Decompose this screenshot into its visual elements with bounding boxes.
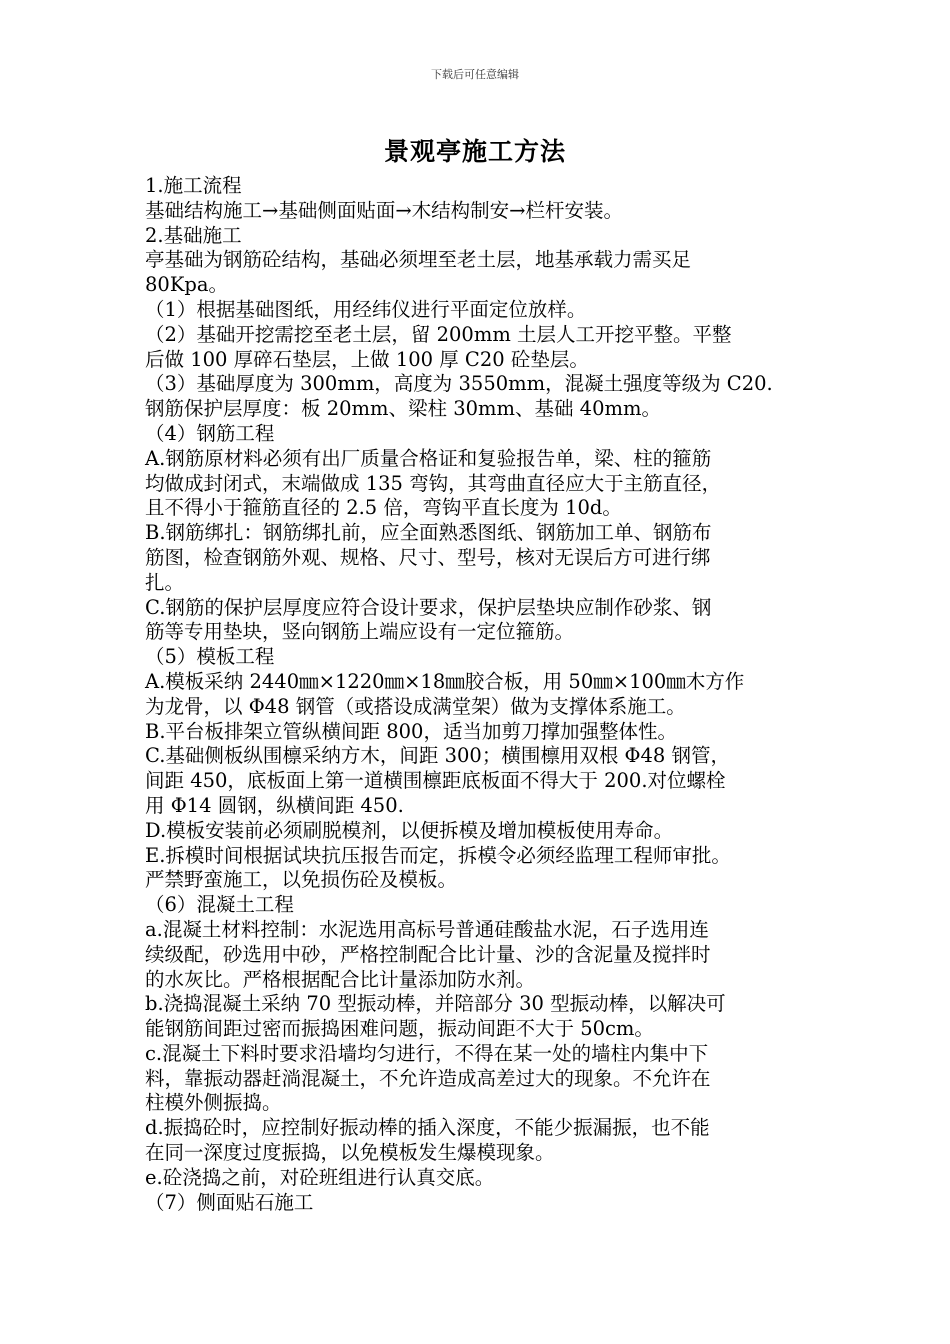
text-line: 均做成封闭式，末端做成 135 弯钩，其弯曲直径应大于主筋直径， [145,471,722,495]
text-line: 间距 450，底板面上第一道横围檩距底板面不得大于 200.对位螺栓 [145,769,726,793]
text-line: （5）模板工程 [145,645,275,669]
text-line: （7）侧面贴石施工 [145,1190,314,1214]
text-line: （4）钢筋工程 [145,421,275,445]
text-line: c.混凝土下料时要求沿墙均匀进行，不得在某一处的墙柱内集中下 [145,1041,709,1065]
text-line: 严禁野蛮施工，以免损伤砼及模板。 [145,868,458,892]
text-line: （2）基础开挖需挖至老土层，留 200mm 土层人工开挖平整。平整 [145,322,732,346]
text-line: （3）基础厚度为 300mm，高度为 3550mm，混凝土强度等级为 C20. [145,372,773,396]
text-line: 2.基础施工 [145,223,242,247]
text-line: 为龙骨，以 Φ48 钢管（或搭设成满堂架）做为支撑体系施工。 [145,694,686,718]
text-line: B.钢筋绑扎：钢筋绑扎前，应全面熟悉图纸、钢筋加工单、钢筋布 [145,521,712,545]
text-line: A.模板采纳 2440㎜×1220㎜×18㎜胶合板，用 50㎜×100㎜木方作 [145,669,745,693]
text-line: 料，靠振动器赶淌混凝土，不允许造成高差过大的现象。不允许在 [145,1066,711,1090]
text-line: 筋图，检查钢筋外观、规格、尺寸、型号，核对无误后方可进行绑 [145,545,711,569]
text-line: （6）混凝土工程 [145,893,294,917]
text-line: C.基础侧板纵围檩采纳方木，间距 300；横围檩用双根 Φ48 钢管， [145,744,731,768]
text-line: A.钢筋原材料必须有出厂质量合格证和复验报告单，梁、柱的箍筋 [145,446,712,470]
text-line: 扎。 [145,570,185,594]
text-line: 用 Φ14 圆钢，纵横间距 450. [145,793,404,817]
text-line: C.钢筋的保护层厚度应符合设计要求，保护层垫块应制作砂浆、钢 [145,595,712,619]
text-line: 后做 100 厚碎石垫层，上做 100 厚 C20 砼垫层。 [145,347,589,371]
text-line: 续级配，砂选用中砂，严格控制配合比计量、沙的含泥量及搅拌时 [145,942,711,966]
text-line: d.振捣砼时，应控制好振动棒的插入深度，不能少振漏振，也不能 [145,1116,710,1140]
text-line: 80Kpa。 [145,273,228,297]
text-line: 的水灰比。严格根据配合比计量添加防水剂。 [145,967,536,991]
text-line: b.浇捣混凝土采纳 70 型振动棒，并陪部分 30 型振动棒，以解决可 [145,992,726,1016]
text-line: D.模板安装前必须刷脱模剂，以便拆模及增加模板使用寿命。 [145,818,674,842]
document-body [145,174,821,1215]
document-title: 景观亭施工方法 [383,137,566,166]
text-line: 基础结构施工→基础侧面贴面→木结构制安→栏杆安装。 [145,198,624,222]
text-line: 筋等专用垫块，竖向钢筋上端应设有一定位箍筋。 [145,620,575,644]
text-line: a.混凝土材料控制：水泥选用高标号普通硅酸盐水泥，石子选用连 [145,917,709,941]
text-line: 1.施工流程 [145,174,242,197]
text-line: 亭基础为钢筋砼结构，基础必须埋至老土层，地基承载力需买足 [145,248,692,272]
text-line: E.拆模时间根据试块抗压报告而定，拆模令必须经监理工程师审批。 [145,843,731,867]
text-line: （1）根据基础图纸，用经纬仪进行平面定位放样。 [145,297,587,321]
text-line: 在同一深度过度振捣，以免模板发生爆模现象。 [145,1141,555,1165]
text-line: 柱模外侧振捣。 [145,1091,282,1115]
text-line: 能钢筋间距过密而振捣困难问题，振动间距不大于 50cm。 [145,1017,654,1041]
text-line: 钢筋保护层厚度：板 20mm、梁柱 30mm、基础 40mm。 [145,397,661,421]
text-line: 且不得小于箍筋直径的 2.5 倍，弯钩平直长度为 10d。 [145,496,622,520]
text-line: B.平台板排架立管纵横间距 800，适当加剪刀撑加强整体性。 [145,719,677,743]
text-line: e.砼浇捣之前，对砼班组进行认真交底。 [145,1165,495,1189]
page-header: 下载后可任意编辑 [431,68,519,81]
